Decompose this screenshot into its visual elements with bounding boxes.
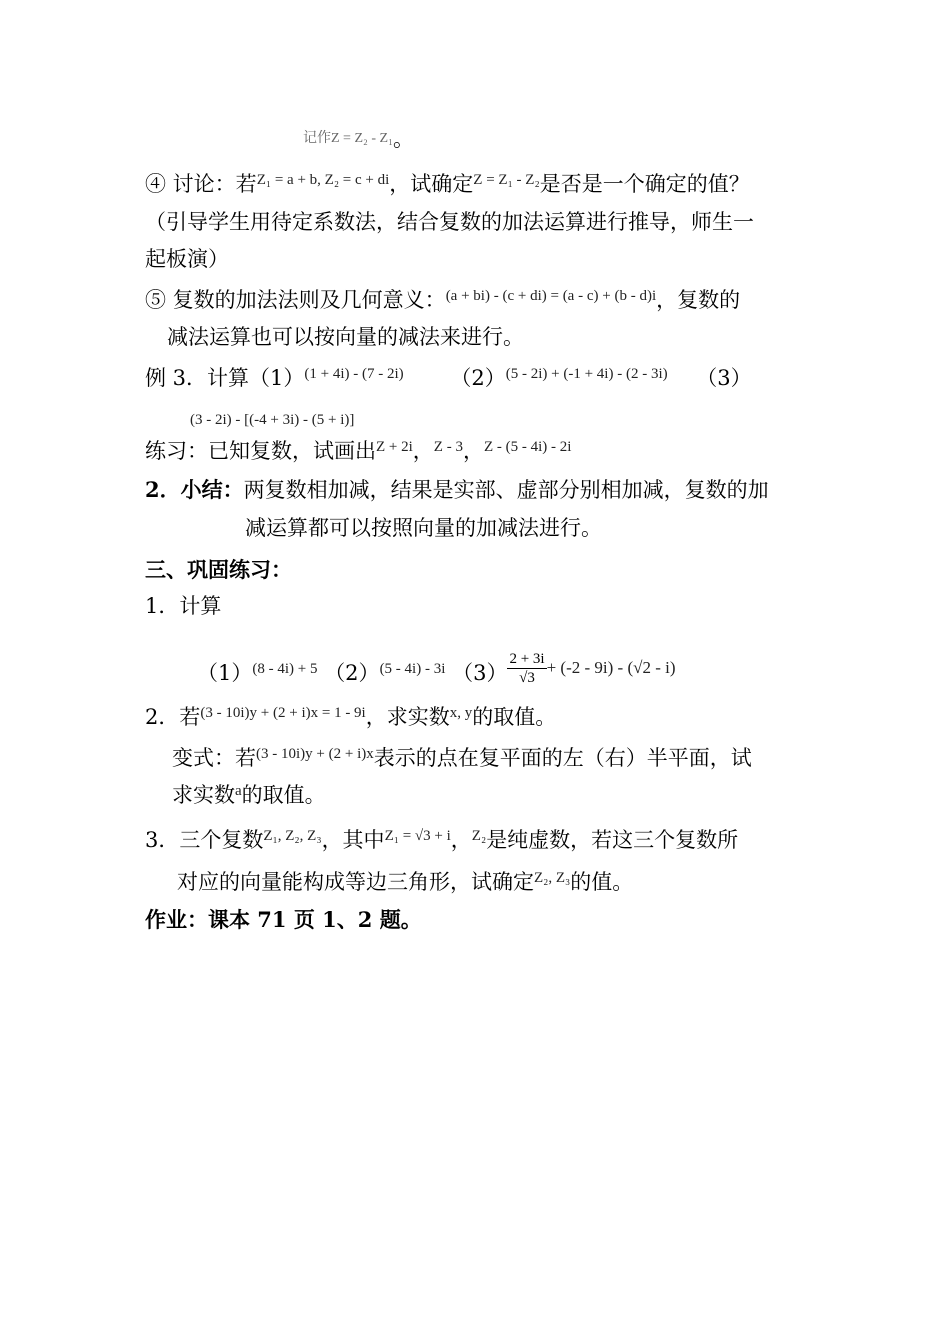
text: 是纯虚数，若这三个复数所 [486, 828, 739, 852]
text: ，复数的 [656, 288, 741, 312]
formula: Z₁ = √3 + i [384, 828, 451, 844]
text: （2） [450, 366, 506, 390]
text: ，其中 [321, 828, 385, 852]
formula: (3 - 10i)y + (2 + i)x [256, 746, 374, 762]
line-q2 [145, 703, 556, 734]
text: 两复数相加减，结果是实部、虚部分别相加减，复数的加 [243, 478, 769, 502]
exercise-label: 练习：已知复数，试画出 [145, 439, 376, 463]
line-guide-cont [145, 245, 229, 273]
text: ， [450, 828, 472, 852]
heading-text: 三、巩固练习： [145, 557, 292, 582]
fraction [507, 650, 546, 687]
formula: (3 - 10i)y + (2 + i)x = 1 - 9i [200, 705, 366, 721]
line-variant [172, 744, 752, 775]
text: 对应的向量能构成等边三角形，试确定 [177, 870, 534, 894]
text: 的值。 [570, 870, 634, 894]
text: （2） [324, 661, 380, 685]
homework [145, 906, 422, 934]
formula: (5 - 4i) - 3i [379, 661, 446, 677]
line-subtraction-rule [145, 286, 740, 317]
formula: (8 - 4i) + 5 [252, 661, 318, 677]
line-calc-items [197, 651, 676, 693]
formula: x, y [449, 705, 473, 721]
text: 求实数 [172, 783, 235, 807]
text: ， [462, 439, 484, 463]
discussion-label: ④ 讨论：若 [145, 172, 257, 196]
line-example-3-part3 [190, 403, 354, 434]
text: ， [412, 439, 434, 463]
text: 的取值。 [472, 705, 557, 729]
text: （3） [452, 661, 508, 685]
formula: (5 - 2i) + (-1 + 4i) - (2 - 3i) [505, 366, 668, 382]
text: 2．若 [145, 705, 201, 729]
denominator: √3 [519, 670, 535, 686]
formula: (3 - 2i) - [(-4 + 3i) - (5 + i)] [190, 412, 355, 428]
line-summary [145, 476, 769, 504]
line-summary-cont [245, 514, 602, 542]
line-example-3 [145, 364, 752, 395]
formula: Z - 3 [433, 439, 463, 455]
text: 起板演） [145, 247, 229, 271]
numerator: 2 + 3i [509, 651, 545, 667]
formula: Z + 2i [376, 439, 413, 455]
text: ，试确定 [389, 172, 474, 196]
text: （3） [696, 366, 752, 390]
summary-label: 2．小结： [145, 477, 244, 502]
rule-label: ⑤ 复数的加法法则及几何意义： [145, 288, 446, 312]
line-notation [303, 125, 414, 157]
text: 表示的点在复平面的左（右）半平面，试 [373, 746, 752, 770]
text: 3．三个复数 [145, 828, 264, 852]
line-discussion [145, 170, 750, 201]
formula: Z = Z₂ - Z₁ [331, 131, 393, 146]
period: 。 [392, 127, 414, 151]
line-variant-cont [172, 781, 326, 812]
text: 减法运算也可以按向量的减法来进行。 [167, 325, 524, 349]
formula: + (-2 - 9i) - (√2 - i) [546, 658, 676, 677]
text: ，求实数 [365, 705, 450, 729]
line-q3-cont [177, 868, 633, 899]
line-exercise [145, 437, 571, 468]
text: 减运算都可以按照向量的加减法进行。 [245, 516, 602, 540]
section-heading [145, 556, 292, 584]
text: 1．计算 [145, 594, 222, 618]
formula: Z - (5 - 4i) - 2i [483, 439, 572, 455]
formula: (a + bi) - (c + di) = (a - c) + (b - d)i [445, 288, 657, 304]
line-guide [145, 208, 754, 236]
line-calc [145, 592, 221, 620]
text: 是否是一个确定的值？ [539, 172, 750, 196]
line-subtraction-rule-cont [167, 323, 524, 351]
text: 变式：若 [172, 746, 256, 770]
formula: a [235, 783, 242, 799]
text: 的取值。 [241, 783, 326, 807]
example-label: 例 3．计算（1） [145, 366, 305, 390]
formula: (1 + 4i) - (7 - 2i) [304, 366, 404, 382]
notation-text: 记作 [303, 131, 331, 146]
formula: Z₁ = a + b, Z₂ = c + di [256, 172, 390, 188]
formula: Z₁, Z₂, Z₃ [263, 828, 322, 844]
formula: Z = Z₁ - Z₂ [473, 172, 540, 188]
text: （1） [197, 661, 253, 685]
formula: Z₂ [471, 828, 487, 844]
line-q3 [145, 826, 738, 857]
homework-text: 作业：课本 71 页 1、2 题。 [145, 907, 422, 932]
formula: Z₂, Z₃ [534, 870, 571, 886]
text: （引导学生用待定系数法，结合复数的加法运算进行推导，师生一 [145, 210, 754, 234]
